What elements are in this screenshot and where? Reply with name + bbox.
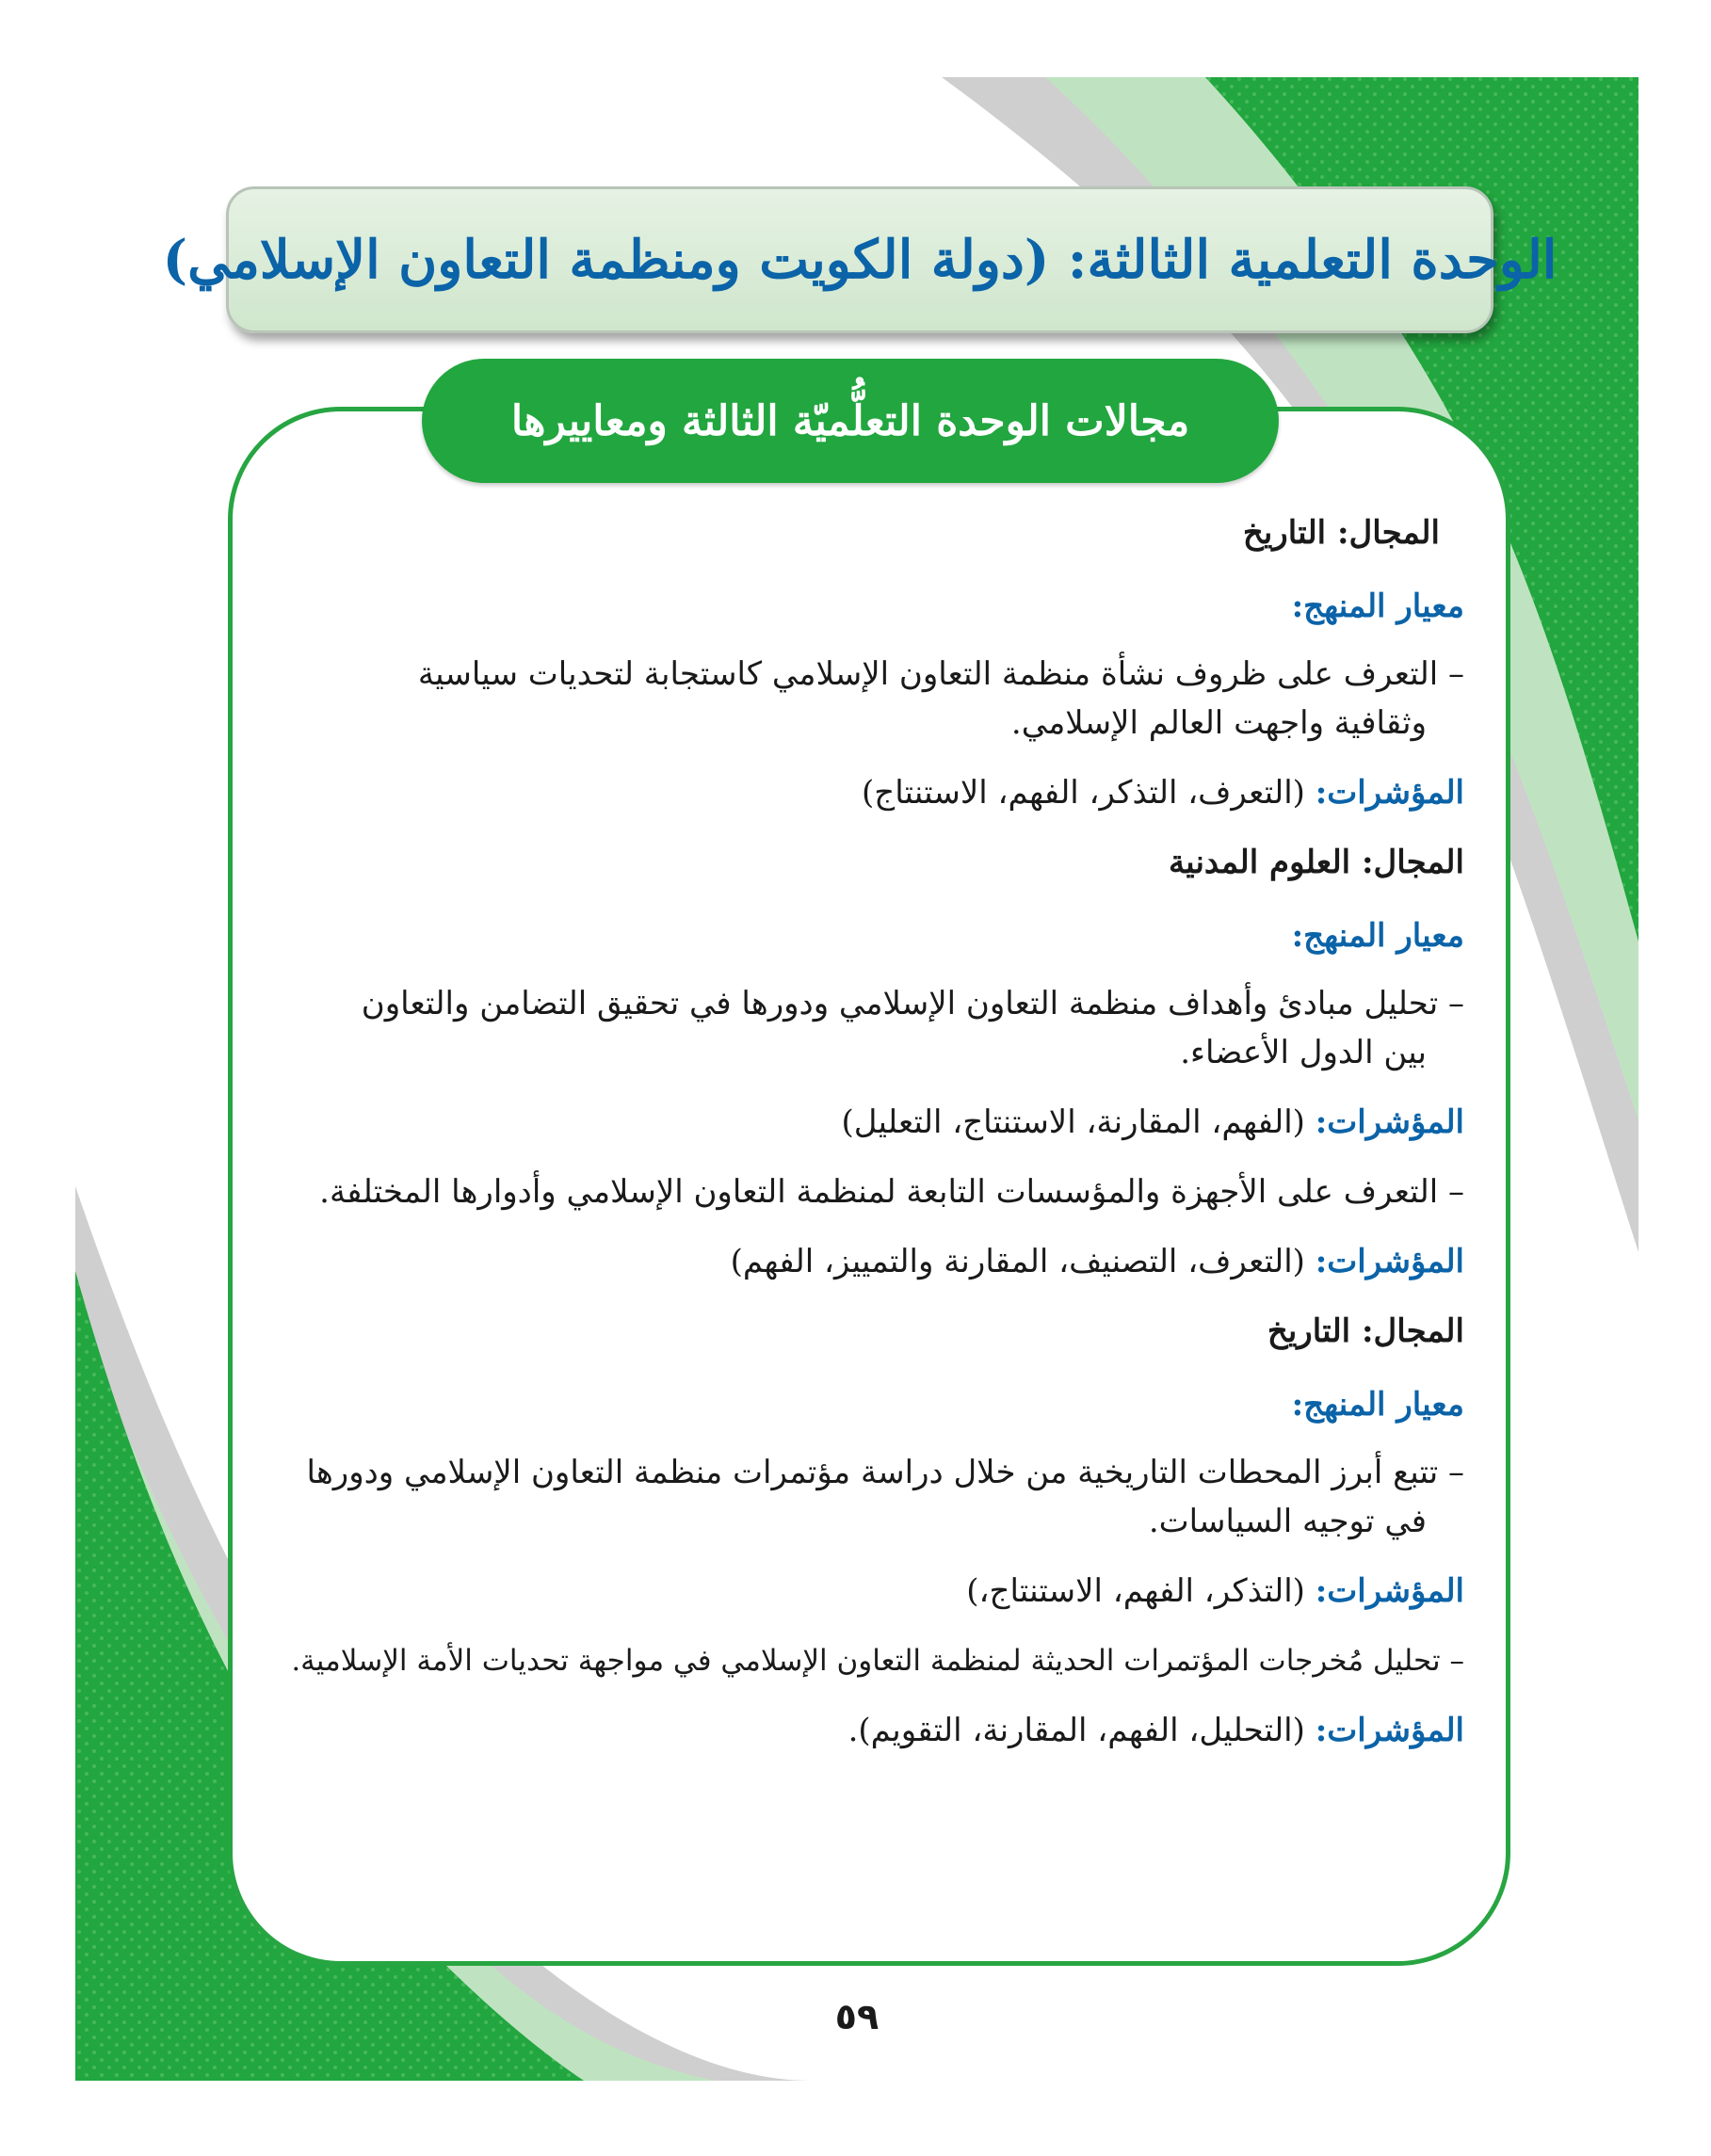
- standard-label: معيار المنهج:: [1291, 587, 1464, 625]
- indicators-values: (الفهم، المقارنة، الاستنتاج، التعليل): [841, 1103, 1305, 1141]
- indicators-label: المؤشرات:: [1315, 1712, 1464, 1749]
- standard-label: معيار المنهج:: [1291, 917, 1464, 955]
- standard-item-continuation: في توجيه السياسات.: [1148, 1503, 1427, 1540]
- indicators-values: (التذكر، الفهم، الاستنتاج،): [966, 1572, 1305, 1610]
- domain-heading: المجال: التاريخ: [1267, 1312, 1464, 1350]
- indicators-label: المؤشرات:: [1315, 1572, 1464, 1610]
- indicators-line: [240, 1567, 1464, 1616]
- indicators-line: [240, 768, 1464, 817]
- page-number: ٥٩: [834, 1996, 880, 2037]
- domain-heading: المجال: العلوم المدنية: [1168, 844, 1464, 881]
- indicators-line: [240, 1706, 1464, 1755]
- standard-label: معيار المنهج:: [1291, 1386, 1464, 1424]
- domain-heading: المجال: التاريخ: [1242, 514, 1440, 552]
- standard-item: – تحليل مبادئ وأهداف منظمة التعاون الإسلامي ودورها في تحقيق التضامن والتعاون: [361, 985, 1464, 1022]
- indicators-line: [240, 1098, 1464, 1147]
- standard-item: – تتبع أبرز المحطات التاريخية من خلال دراسة مؤتمرات منظمة التعاون الإسلامي ودورها: [306, 1454, 1464, 1491]
- standards-content: [240, 503, 1464, 1776]
- indicators-label: المؤشرات:: [1315, 1243, 1464, 1280]
- standard-item: – تحليل مُخرجات المؤتمرات الحديثة لمنظمة التعاون الإسلامي في مواجهة تحديات الأمة الإسلامية.: [291, 1644, 1464, 1678]
- standard-item: – التعرف على ظروف نشأة منظمة التعاون الإسلامي كاستجابة لتحديات سياسية: [417, 655, 1464, 693]
- standard-item: – التعرف على الأجهزة والمؤسسات التابعة لمنظمة التعاون الإسلامي وأدوارها المختلفة.: [319, 1173, 1464, 1211]
- unit-title-banner: [162, 186, 1558, 333]
- indicators-values: (التعرف، التذكر، الفهم، الاستنتاج): [861, 774, 1305, 812]
- standard-item-continuation: وثقافية واجهت العالم الإسلامي.: [1010, 704, 1427, 742]
- indicators-values: (التحليل، الفهم، المقارنة، التقويم).: [847, 1712, 1305, 1749]
- unit-title: الوحدة التعلمية الثالثة: (دولة الكويت ومنظمة التعاون الإسلامي): [162, 229, 1558, 291]
- section-title: مجالات الوحدة التعلُّميّة الثالثة ومعاييرها: [510, 396, 1190, 445]
- indicators-line: [240, 1237, 1464, 1286]
- section-ribbon: [422, 359, 1279, 483]
- standard-item-continuation: بين الدول الأعضاء.: [1180, 1034, 1427, 1071]
- indicators-label: المؤشرات:: [1315, 774, 1464, 812]
- indicators-values: (التعرف، التصنيف، المقارنة والتمييز، الفهم): [730, 1243, 1305, 1280]
- indicators-label: المؤشرات:: [1315, 1103, 1464, 1141]
